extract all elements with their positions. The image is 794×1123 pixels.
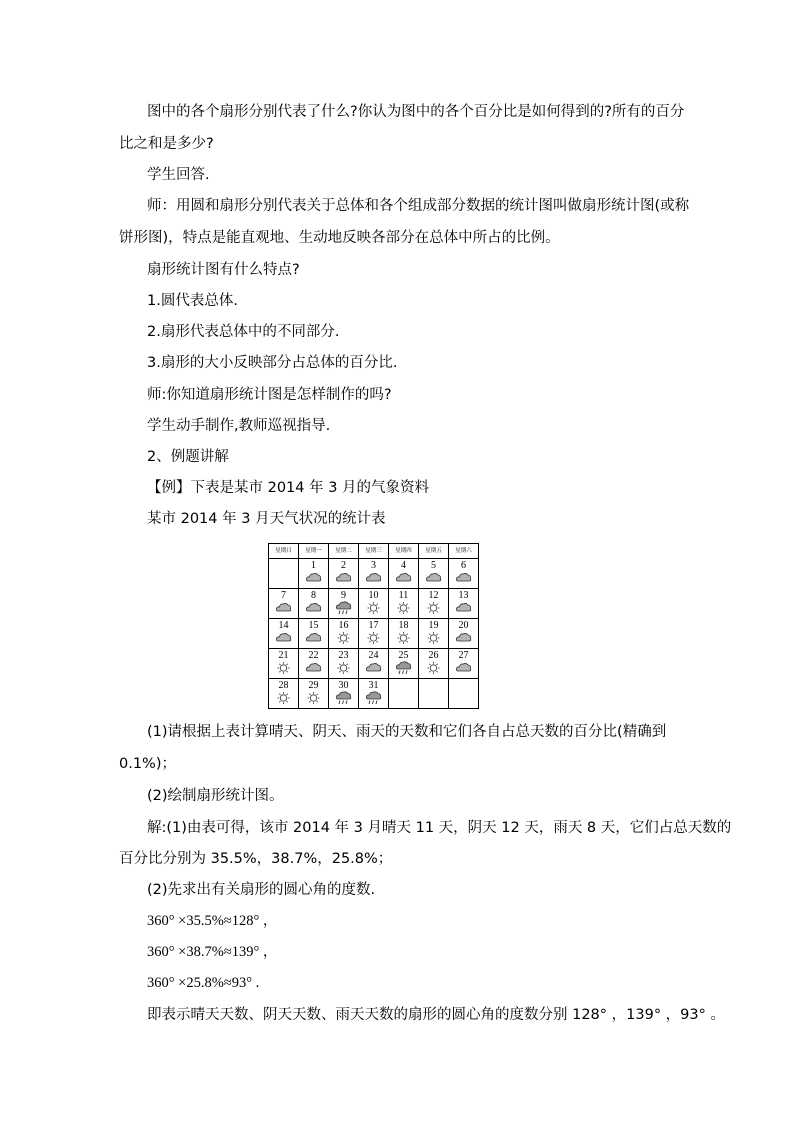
text-line: 师：用圆和扇形分别代表关于总体和各个组成部分数据的统计图叫做扇形统计图(或称 xyxy=(147,198,690,214)
weekday-header: 星期四 xyxy=(389,544,419,559)
text-line: (2)绘制扇形统计图。 xyxy=(147,788,284,804)
sun-icon xyxy=(425,661,442,675)
text-line: 比之和是多少? xyxy=(119,136,214,152)
cloudy-icon xyxy=(395,571,412,585)
calendar-day-cell xyxy=(359,619,389,649)
rain-icon xyxy=(365,691,382,705)
calendar-day-cell xyxy=(359,679,389,709)
day-number: 27 xyxy=(458,650,469,661)
cloudy-icon xyxy=(455,571,472,585)
text-line: (2)先求出有关扇形的圆心角的度数. xyxy=(147,882,376,898)
calendar-week-row xyxy=(269,679,479,709)
text-line: 饼形图)，特点是能直观地、生动地反映各部分在总体中所占的比例。 xyxy=(119,230,560,246)
day-number: 28 xyxy=(278,680,289,691)
day-number: 14 xyxy=(278,620,289,631)
calendar-week-row xyxy=(269,559,479,589)
rain-icon xyxy=(395,661,412,675)
weekday-header: 星期五 xyxy=(419,544,449,559)
calendar-week-row xyxy=(269,619,479,649)
calendar-day-cell xyxy=(269,649,299,679)
day-number: 6 xyxy=(461,560,466,571)
calendar-day-cell xyxy=(419,559,449,589)
day-number: 2 xyxy=(341,560,346,571)
sun-icon xyxy=(275,661,292,675)
calendar-day-cell xyxy=(419,589,449,619)
sun-icon xyxy=(275,691,292,705)
cloudy-icon xyxy=(305,661,322,675)
list-item: 1.圆代表总体. xyxy=(147,293,238,309)
cloudy-icon xyxy=(335,571,352,585)
calendar-day-cell xyxy=(329,679,359,709)
cloudy-icon xyxy=(365,571,382,585)
cloudy-icon xyxy=(275,601,292,615)
calendar-day-cell xyxy=(329,619,359,649)
day-number: 9 xyxy=(341,590,346,601)
day-number: 21 xyxy=(278,650,289,661)
day-number: 31 xyxy=(368,680,379,691)
day-number: 1 xyxy=(311,560,316,571)
cloudy-icon xyxy=(455,631,472,645)
example-title: 【例】下表是某市 2014 年 3 月的气象资料 xyxy=(147,480,430,496)
calendar-day-cell xyxy=(449,679,479,709)
cloudy-icon xyxy=(425,571,442,585)
calendar-day-cell xyxy=(419,679,449,709)
text-line: 解:(1)由表可得，该市 2014 年 3 月晴天 11 天，阴天 12 天，雨天 8 天，它们占总天数的 xyxy=(147,820,732,836)
day-number: 13 xyxy=(458,590,469,601)
text-line: 学生动手制作,教师巡视指导. xyxy=(147,418,331,434)
calendar-day-cell xyxy=(329,589,359,619)
day-number: 29 xyxy=(308,680,319,691)
calendar-header-row xyxy=(269,544,479,559)
calendar-day-cell xyxy=(329,559,359,589)
sun-icon xyxy=(425,601,442,615)
sun-icon xyxy=(335,661,352,675)
day-number: 24 xyxy=(368,650,379,661)
sun-icon xyxy=(335,631,352,645)
formula-line: 360° ×38.7%≈139° ， xyxy=(147,944,278,960)
weather-calendar-table xyxy=(268,543,479,709)
day-number: 11 xyxy=(398,590,409,601)
cloudy-icon xyxy=(365,661,382,675)
day-number: 16 xyxy=(338,620,349,631)
calendar-day-cell xyxy=(299,679,329,709)
formula-line: 360° ×35.5%≈128° ， xyxy=(147,913,278,929)
weekday-header: 星期二 xyxy=(329,544,359,559)
text-line: 即表示晴天天数、阴天天数、雨天天数的扇形的圆心角的度数分别 128° ，139° ，93° 。 xyxy=(147,1007,725,1023)
cloudy-icon xyxy=(305,571,322,585)
sun-icon xyxy=(365,631,382,645)
calendar-day-cell xyxy=(269,619,299,649)
list-item: 3.扇形的大小反映部分占总体的百分比. xyxy=(147,355,398,371)
day-number: 30 xyxy=(338,680,349,691)
calendar-day-cell xyxy=(389,649,419,679)
calendar-day-cell xyxy=(299,589,329,619)
calendar-day-cell xyxy=(449,559,479,589)
calendar-day-cell xyxy=(389,619,419,649)
sun-icon xyxy=(425,631,442,645)
table-caption: 某市 2014 年 3 月天气状况的统计表 xyxy=(147,511,386,527)
day-number: 22 xyxy=(308,650,319,661)
day-number: 17 xyxy=(368,620,379,631)
day-number: 25 xyxy=(398,650,409,661)
calendar-day-cell xyxy=(269,559,299,589)
calendar-day-cell xyxy=(419,619,449,649)
calendar-day-cell xyxy=(359,649,389,679)
day-number: 12 xyxy=(428,590,439,601)
text-line: 图中的各个扇形分别代表了什么?你认为图中的各个百分比是如何得到的?所有的百分 xyxy=(147,104,685,120)
day-number: 18 xyxy=(398,620,409,631)
calendar-day-cell xyxy=(389,679,419,709)
cloudy-icon xyxy=(455,601,472,615)
day-number: 15 xyxy=(308,620,319,631)
section-heading: 2、例题讲解 xyxy=(147,449,229,465)
text-line: (1)请根据上表计算晴天、阴天、雨天的天数和它们各自占总天数的百分比(精确到 xyxy=(147,724,667,740)
day-number: 26 xyxy=(428,650,439,661)
day-number: 19 xyxy=(428,620,439,631)
text-line: 百分比分别为 35.5%，38.7%，25.8%； xyxy=(119,851,393,867)
day-number: 23 xyxy=(338,650,349,661)
calendar-day-cell xyxy=(449,649,479,679)
day-number: 5 xyxy=(431,560,436,571)
list-item: 2.扇形代表总体中的不同部分. xyxy=(147,324,340,340)
calendar-week-row xyxy=(269,589,479,619)
calendar-day-cell xyxy=(389,589,419,619)
cloudy-icon xyxy=(275,631,292,645)
sun-icon xyxy=(365,601,382,615)
text-line: 师:你知道扇形统计图是怎样制作的吗? xyxy=(147,387,392,403)
calendar-day-cell xyxy=(359,559,389,589)
day-number: 8 xyxy=(311,590,316,601)
text-line: 学生回答. xyxy=(147,167,210,183)
day-number: 10 xyxy=(368,590,379,601)
day-number: 3 xyxy=(371,560,376,571)
calendar-day-cell xyxy=(449,589,479,619)
calendar-day-cell xyxy=(329,649,359,679)
calendar-day-cell xyxy=(449,619,479,649)
cloudy-icon xyxy=(455,661,472,675)
text-line: 0.1%)； xyxy=(119,756,176,772)
calendar-day-cell xyxy=(359,589,389,619)
calendar-day-cell xyxy=(269,679,299,709)
calendar-day-cell xyxy=(269,589,299,619)
calendar-day-cell xyxy=(299,619,329,649)
day-number: 4 xyxy=(401,560,406,571)
rain-icon xyxy=(335,601,352,615)
calendar-day-cell xyxy=(299,559,329,589)
sun-icon xyxy=(395,631,412,645)
weekday-header: 星期六 xyxy=(449,544,479,559)
calendar-day-cell xyxy=(299,649,329,679)
sun-icon xyxy=(395,601,412,615)
calendar-day-cell xyxy=(419,649,449,679)
cloudy-icon xyxy=(305,631,322,645)
calendar-week-row xyxy=(269,649,479,679)
weekday-header: 星期一 xyxy=(299,544,329,559)
day-number: 20 xyxy=(458,620,469,631)
rain-icon xyxy=(335,691,352,705)
cloudy-icon xyxy=(305,601,322,615)
formula-line: 360° ×25.8%≈93° . xyxy=(147,975,260,991)
weekday-header: 星期三 xyxy=(359,544,389,559)
calendar-day-cell xyxy=(389,559,419,589)
day-number: 7 xyxy=(281,590,286,601)
sun-icon xyxy=(305,691,322,705)
text-line: 扇形统计图有什么特点? xyxy=(147,262,300,278)
weekday-header: 星期日 xyxy=(269,544,299,559)
